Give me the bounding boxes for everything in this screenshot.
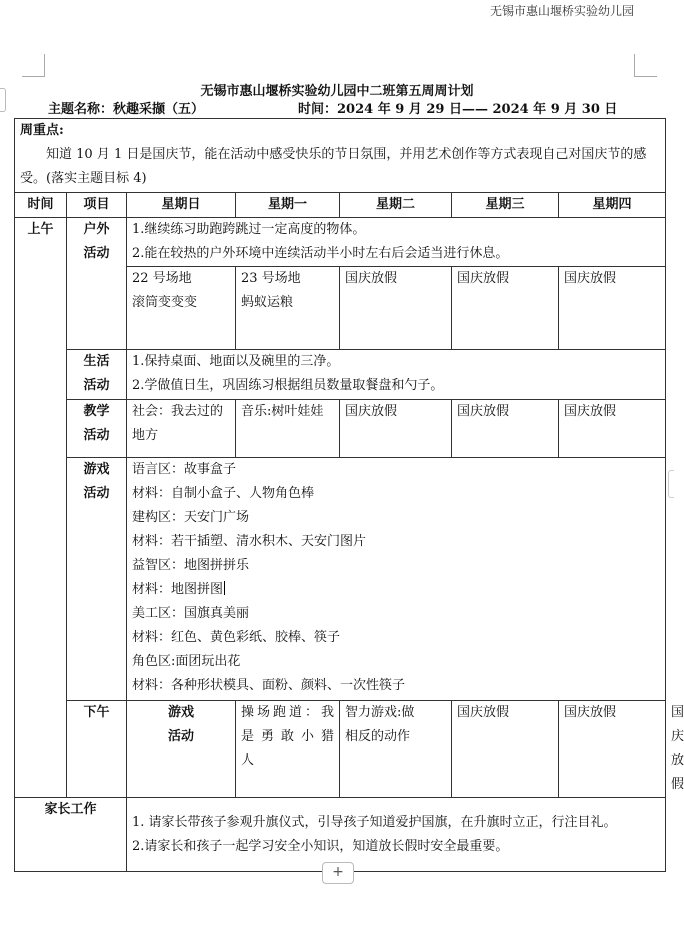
outdoor-sunday: 22 号场地 滚筒变变变 <box>127 267 236 350</box>
outdoor-goal-1: 1.继续练习助跑跨跳过一定高度的物体。 <box>132 222 366 237</box>
teaching-thursday: 国庆放假 <box>559 400 666 458</box>
afternoon-game-label: 游戏 活动 <box>127 701 236 798</box>
outdoor-monday: 23 号场地 蚂蚁运粮 <box>236 267 340 350</box>
life-goal-2: 2.学做值日生，巩固练习根据组员数量取餐盘和勺子。 <box>132 378 444 393</box>
focus-row <box>15 119 666 193</box>
col-time: 时间 <box>15 193 67 218</box>
afternoon-tuesday: 国庆放假 <box>452 701 559 798</box>
outdoor-goals <box>127 218 666 267</box>
life-goals <box>127 350 666 400</box>
game-line-2: 材料：自制小盒子、人物角色棒 <box>132 486 315 501</box>
outdoor-tuesday: 国庆放假 <box>340 267 452 350</box>
add-row-button[interactable]: + <box>322 862 354 884</box>
time-range: 时间：2024 年 9 月 29 日—— 2024 年 9 月 30 日 <box>298 102 618 117</box>
page-header: 无锡市惠山堰桥实验幼儿园 <box>489 4 634 18</box>
game-line-10: 材料：各种形状模具、面粉、颜料、一次性筷子 <box>132 678 406 693</box>
document-title: 无锡市惠山堰桥实验幼儿园中二班第五周周计划 <box>200 84 474 99</box>
game-line-8: 材料：红色、黄色彩纸、胶棒、筷子 <box>132 630 341 645</box>
parents-items <box>127 798 666 872</box>
header-row <box>15 193 666 218</box>
life-row <box>15 350 666 400</box>
outdoor-wednesday: 国庆放假 <box>452 267 559 350</box>
game-line-5: 益智区：地图拼拼乐 <box>132 558 250 573</box>
afternoon-monday: 智力游戏:做 相反的动作 <box>340 701 452 798</box>
col-tuesday: 星期二 <box>340 193 452 218</box>
parents-item-2: 2.请家长和孩子一起学习安全小知识，知道放长假时安全最重要。 <box>132 838 509 854</box>
life-goal-1: 1.保持桌面、地面以及碗里的三净。 <box>132 354 340 369</box>
teaching-wednesday: 国庆放假 <box>452 400 559 458</box>
afternoon-label: 下午 <box>67 701 127 798</box>
col-sunday: 星期日 <box>127 193 236 218</box>
game-line-3: 建构区：天安门广场 <box>132 510 250 525</box>
afternoon-sunday: 操场跑道：我 是勇敢小猎 人 <box>236 701 340 798</box>
weekly-plan-table <box>14 118 684 872</box>
text-cursor <box>224 581 225 595</box>
life-label: 生活 活动 <box>67 350 127 400</box>
game-line-7: 美工区：国旗真美丽 <box>132 606 250 621</box>
col-thursday: 星期四 <box>559 193 666 218</box>
afternoon-wednesday: 国庆放假 <box>559 701 666 798</box>
game-line-6[interactable]: 材料：地图拼图 <box>132 582 224 597</box>
game-row <box>15 458 666 701</box>
game-line-9: 角色区:面团玩出花 <box>132 654 241 669</box>
parents-item-1: 1. 请家长带孩子参观升旗仪式，引导孩子知道爱护国旗，在升旗时立正，行注目礼。 <box>132 814 617 830</box>
teaching-monday: 音乐:树叶娃娃 <box>236 400 340 458</box>
col-monday: 星期一 <box>236 193 340 218</box>
outdoor-label: 户外 活动 <box>67 218 127 350</box>
crop-mark-top-right <box>634 54 657 77</box>
col-wednesday: 星期三 <box>452 193 559 218</box>
game-areas <box>127 458 666 701</box>
crop-mark-top-left <box>22 54 45 77</box>
focus-text: 知道 10 月 1 日是国庆节，能在活动中感受快乐的节日氛围，并用艺术创作等方式表现自己对国庆节的感受。(落实主题目标 4) <box>20 147 647 186</box>
teaching-row <box>15 400 666 458</box>
focus-cell <box>15 119 666 193</box>
teaching-tuesday: 国庆放假 <box>340 400 452 458</box>
topic-name: 主题名称：秋趣采撷（五） <box>48 102 205 117</box>
parents-row <box>15 798 666 872</box>
morning-label: 上午 <box>15 218 67 798</box>
outdoor-thursday: 国庆放假 <box>559 267 666 350</box>
afternoon-row: 下午 游戏 活动 操场跑道：我 是勇敢小猎 人 智力游戏:做 相反的动作 国庆放假 国庆放假 国庆放假 <box>15 701 666 798</box>
outdoor-goal-2: 2.能在较热的户外环境中连续活动半小时左右后会适当进行休息。 <box>132 246 509 261</box>
game-line-4: 材料：若干插塑、清水积木、天安门图片 <box>132 534 367 549</box>
game-label: 游戏 活动 <box>67 458 127 701</box>
outdoor-goals-row <box>15 218 666 267</box>
col-item: 项目 <box>67 193 127 218</box>
teaching-sunday: 社会：我去过的地方 <box>127 400 236 458</box>
right-sidebar-handle[interactable] <box>668 470 674 498</box>
parents-label: 家长工作 <box>15 798 127 872</box>
teaching-label: 教学 活动 <box>67 400 127 458</box>
game-line-1: 语言区：故事盒子 <box>132 462 237 477</box>
focus-label: 周重点: <box>20 123 64 138</box>
